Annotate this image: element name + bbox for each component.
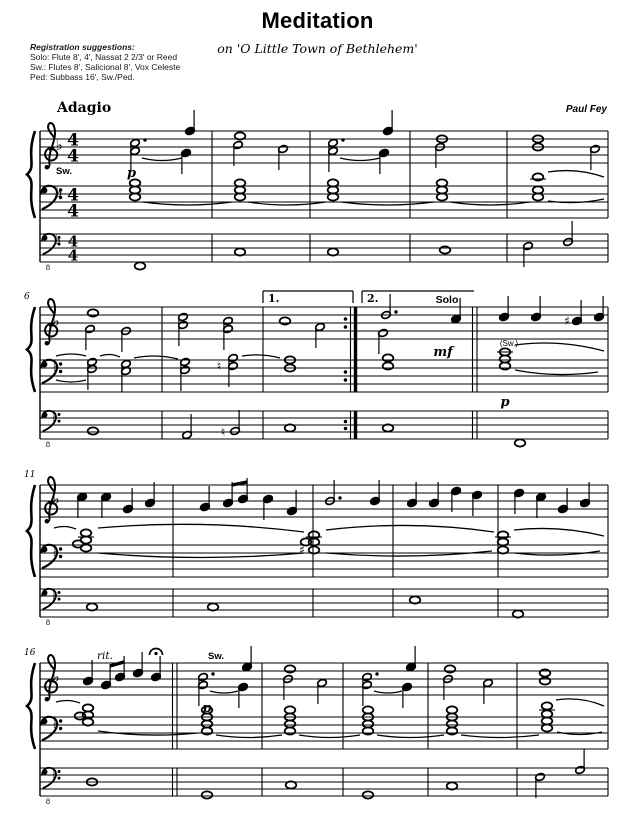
key-signature-flat: ♭ — [54, 233, 62, 248]
time-signature: 4 — [67, 185, 79, 206]
volta-label: 2. — [367, 292, 379, 305]
accidental: ♯ — [564, 314, 570, 328]
note-whole — [73, 540, 84, 547]
octave-8-mark: 8 — [45, 263, 51, 272]
tie-slur — [54, 526, 76, 529]
tie-slur — [210, 691, 238, 693]
note-whole — [540, 669, 551, 676]
key-signature-flat: ♭ — [51, 767, 59, 782]
dynamic-mf: mf — [433, 345, 453, 360]
tie-slur — [461, 735, 539, 738]
solo-label: Solo — [435, 294, 459, 306]
system-brace — [27, 131, 35, 218]
dynamic-p: p — [500, 395, 510, 410]
measure-number: 6 — [24, 292, 30, 302]
accidental: ♯ — [299, 543, 305, 557]
registration-line: Solo: Flute 8', 4', Nassat 2 2/3' or Reed — [30, 52, 178, 62]
tie-slur — [548, 171, 604, 177]
tie-slur — [242, 355, 280, 358]
note-whole — [285, 665, 296, 672]
octave-8-mark: 8 — [45, 797, 51, 806]
time-signature: 4 — [67, 146, 79, 167]
system-4 — [24, 646, 608, 806]
tempo-marking: Adagio — [57, 100, 112, 116]
note-whole — [135, 262, 146, 269]
key-signature-flat: ♭ — [52, 542, 60, 560]
time-signature: 4 — [67, 201, 79, 222]
tie-slur — [98, 553, 304, 558]
note-whole — [440, 246, 451, 253]
tie-slur — [515, 343, 604, 351]
key-signature-flat: ♭ — [51, 588, 59, 603]
registration-heading: Registration suggestions: — [30, 42, 135, 52]
dynamic-p: p — [202, 701, 212, 716]
note-whole — [515, 439, 526, 446]
sw-label: Sw. — [56, 166, 73, 177]
time-signature: 4 — [67, 246, 79, 265]
tie-slur — [100, 354, 120, 357]
note-whole — [280, 317, 291, 324]
octave-8-mark: 8 — [45, 440, 51, 449]
tie-slur — [326, 525, 494, 532]
note-whole — [383, 354, 394, 361]
dynamic-p: p — [127, 166, 137, 181]
note-whole — [363, 791, 374, 798]
tie-slur — [56, 380, 86, 382]
key-signature-flat: ♭ — [52, 312, 60, 330]
tie-slur — [134, 356, 178, 359]
key-signature-flat: ♭ — [52, 714, 60, 732]
accidental: ♮ — [220, 425, 226, 439]
octave-8-mark: 8 — [45, 618, 51, 627]
tie-slur — [515, 370, 598, 375]
registration-line: Ped: Subbass 16', Sw./Ped. — [30, 72, 135, 82]
system-brace — [27, 663, 35, 749]
tie-slur — [340, 158, 380, 161]
piece-subtitle: on 'O Little Town of Bethlehem' — [217, 41, 418, 56]
note-whole — [445, 665, 456, 672]
key-signature-flat: ♭ — [52, 668, 60, 686]
accidental: ♮ — [216, 359, 222, 373]
note-whole — [88, 309, 99, 316]
tie-slur — [56, 700, 80, 703]
tie-slur — [374, 691, 402, 693]
tie-slur — [377, 735, 444, 738]
note-whole — [542, 702, 553, 709]
note-whole — [88, 427, 99, 434]
tie-slur — [514, 528, 604, 536]
note-whole — [383, 362, 394, 369]
tie-slur — [299, 735, 360, 738]
sw-parenthetical: (Sw.) — [499, 339, 519, 348]
key-signature-flat: ♭ — [55, 136, 63, 154]
measure-number: 16 — [24, 648, 36, 658]
system-brace — [27, 485, 35, 577]
sw-label: Sw. — [208, 651, 225, 662]
composer-credit: Paul Fey — [565, 104, 607, 115]
system-2 — [24, 291, 608, 449]
rit-marking: rit. — [97, 650, 113, 662]
system-brace — [27, 307, 35, 392]
piece-title: Meditation — [261, 8, 374, 33]
system-3 — [24, 470, 608, 627]
time-signature: 4 — [67, 130, 79, 151]
key-signature-flat: ♭ — [51, 410, 59, 425]
tie-slur — [556, 699, 604, 706]
tie-slur — [326, 551, 492, 556]
key-signature-flat: ♭ — [52, 357, 60, 375]
key-signature-flat: ♭ — [52, 490, 60, 508]
registration-line: Sw.: Flutes 8', Salicional 8', Vox Celeste — [30, 62, 181, 72]
key-signature-flat: ♭ — [55, 183, 63, 201]
tie-slur — [98, 524, 304, 532]
tie-slur — [142, 158, 182, 161]
measure-number: 11 — [24, 470, 36, 480]
volta-label: 1. — [268, 292, 280, 305]
tie-slur — [56, 354, 86, 356]
system-1 — [27, 110, 608, 272]
tie-slur — [216, 735, 282, 738]
time-signature: 4 — [67, 232, 79, 251]
note-whole — [202, 791, 213, 798]
note-whole — [540, 677, 551, 684]
